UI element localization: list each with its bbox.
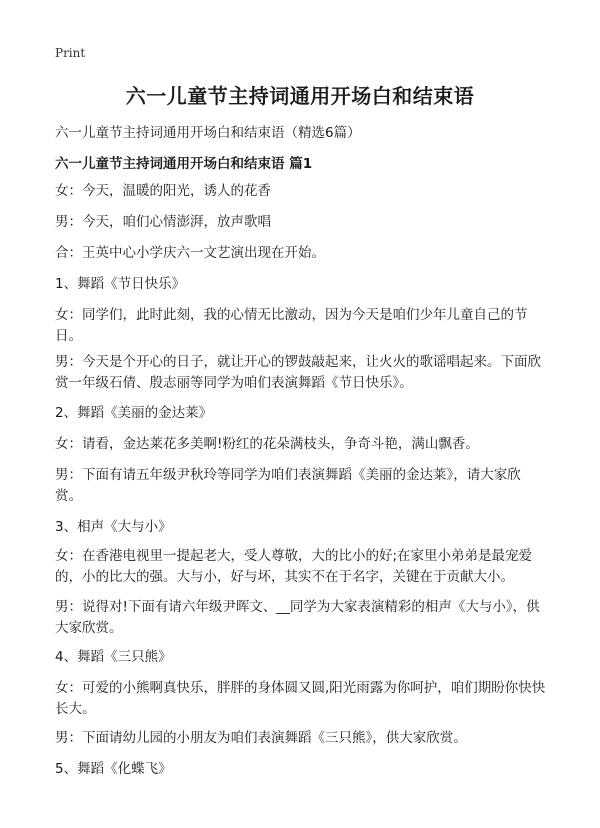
paragraph: 女：在香港电视里一提起老大，受人尊敬，大的比小的好;在家里小弟弟是最宠爱的，小的比大的强。大与小，好与坏，其实不在于名字，关键在于贡献大小。 [55, 548, 533, 585]
paragraph: 男：今天，咱们心情澎湃，放声歌唱 [55, 214, 271, 230]
document-title: 六一儿童节主持词通用开场白和结束语 [125, 84, 475, 108]
paragraph: 女：同学们，此时此刻，我的心情无比激动，因为今天是咱们少年儿童自己的节日。 [55, 307, 528, 344]
paragraph: 男：说得对!下面有请六年级尹晖文、__同学为大家表演精彩的相声《大与小》，供大家欣赏。 [55, 599, 540, 636]
item-heading: 1、舞蹈《节日快乐》 [55, 276, 186, 292]
paragraph: 男：下面有请五年级尹秋玲等同学为咱们表演舞蹈《美丽的金达莱》，请大家欣赏。 [55, 467, 521, 504]
paragraph: 女：今天，温暖的阳光，诱人的花香 [55, 183, 271, 199]
paragraph: 女：可爱的小熊啊真快乐，胖胖的身体圆又圆,阳光雨露为你呵护，咱们期盼你快快长大。 [55, 680, 546, 717]
item-heading: 2、舞蹈《美丽的金达莱》 [55, 405, 213, 421]
item-heading: 5、舞蹈《化蝶飞》 [55, 761, 172, 777]
document-subtitle: 六一儿童节主持词通用开场白和结束语（精选6篇） [55, 125, 361, 141]
print-label[interactable]: Print [55, 46, 86, 60]
section-heading: 六一儿童节主持词通用开场白和结束语 篇1 [55, 156, 313, 172]
item-heading: 3、相声《大与小》 [55, 519, 172, 535]
item-heading: 4、舞蹈《三只熊》 [55, 649, 172, 665]
paragraph: 男：下面请幼儿园的小朋友为咱们表演舞蹈《三只熊》，供大家欣赏。 [55, 730, 467, 746]
paragraph: 男：今天是个开心的日子，就让开心的锣鼓敲起来，让火火的歌谣唱起来。下面欣赏一年级石倩、殷志丽等同学为咱们表演舞蹈《节日快乐》。 [55, 354, 541, 391]
paragraph: 女：请看，金达莱花多美啊!粉红的花朵满枝头，争奇斗艳，满山飘香。 [55, 436, 479, 452]
paragraph: 合：王英中心小学庆六一文艺演出现在开始。 [55, 245, 325, 261]
